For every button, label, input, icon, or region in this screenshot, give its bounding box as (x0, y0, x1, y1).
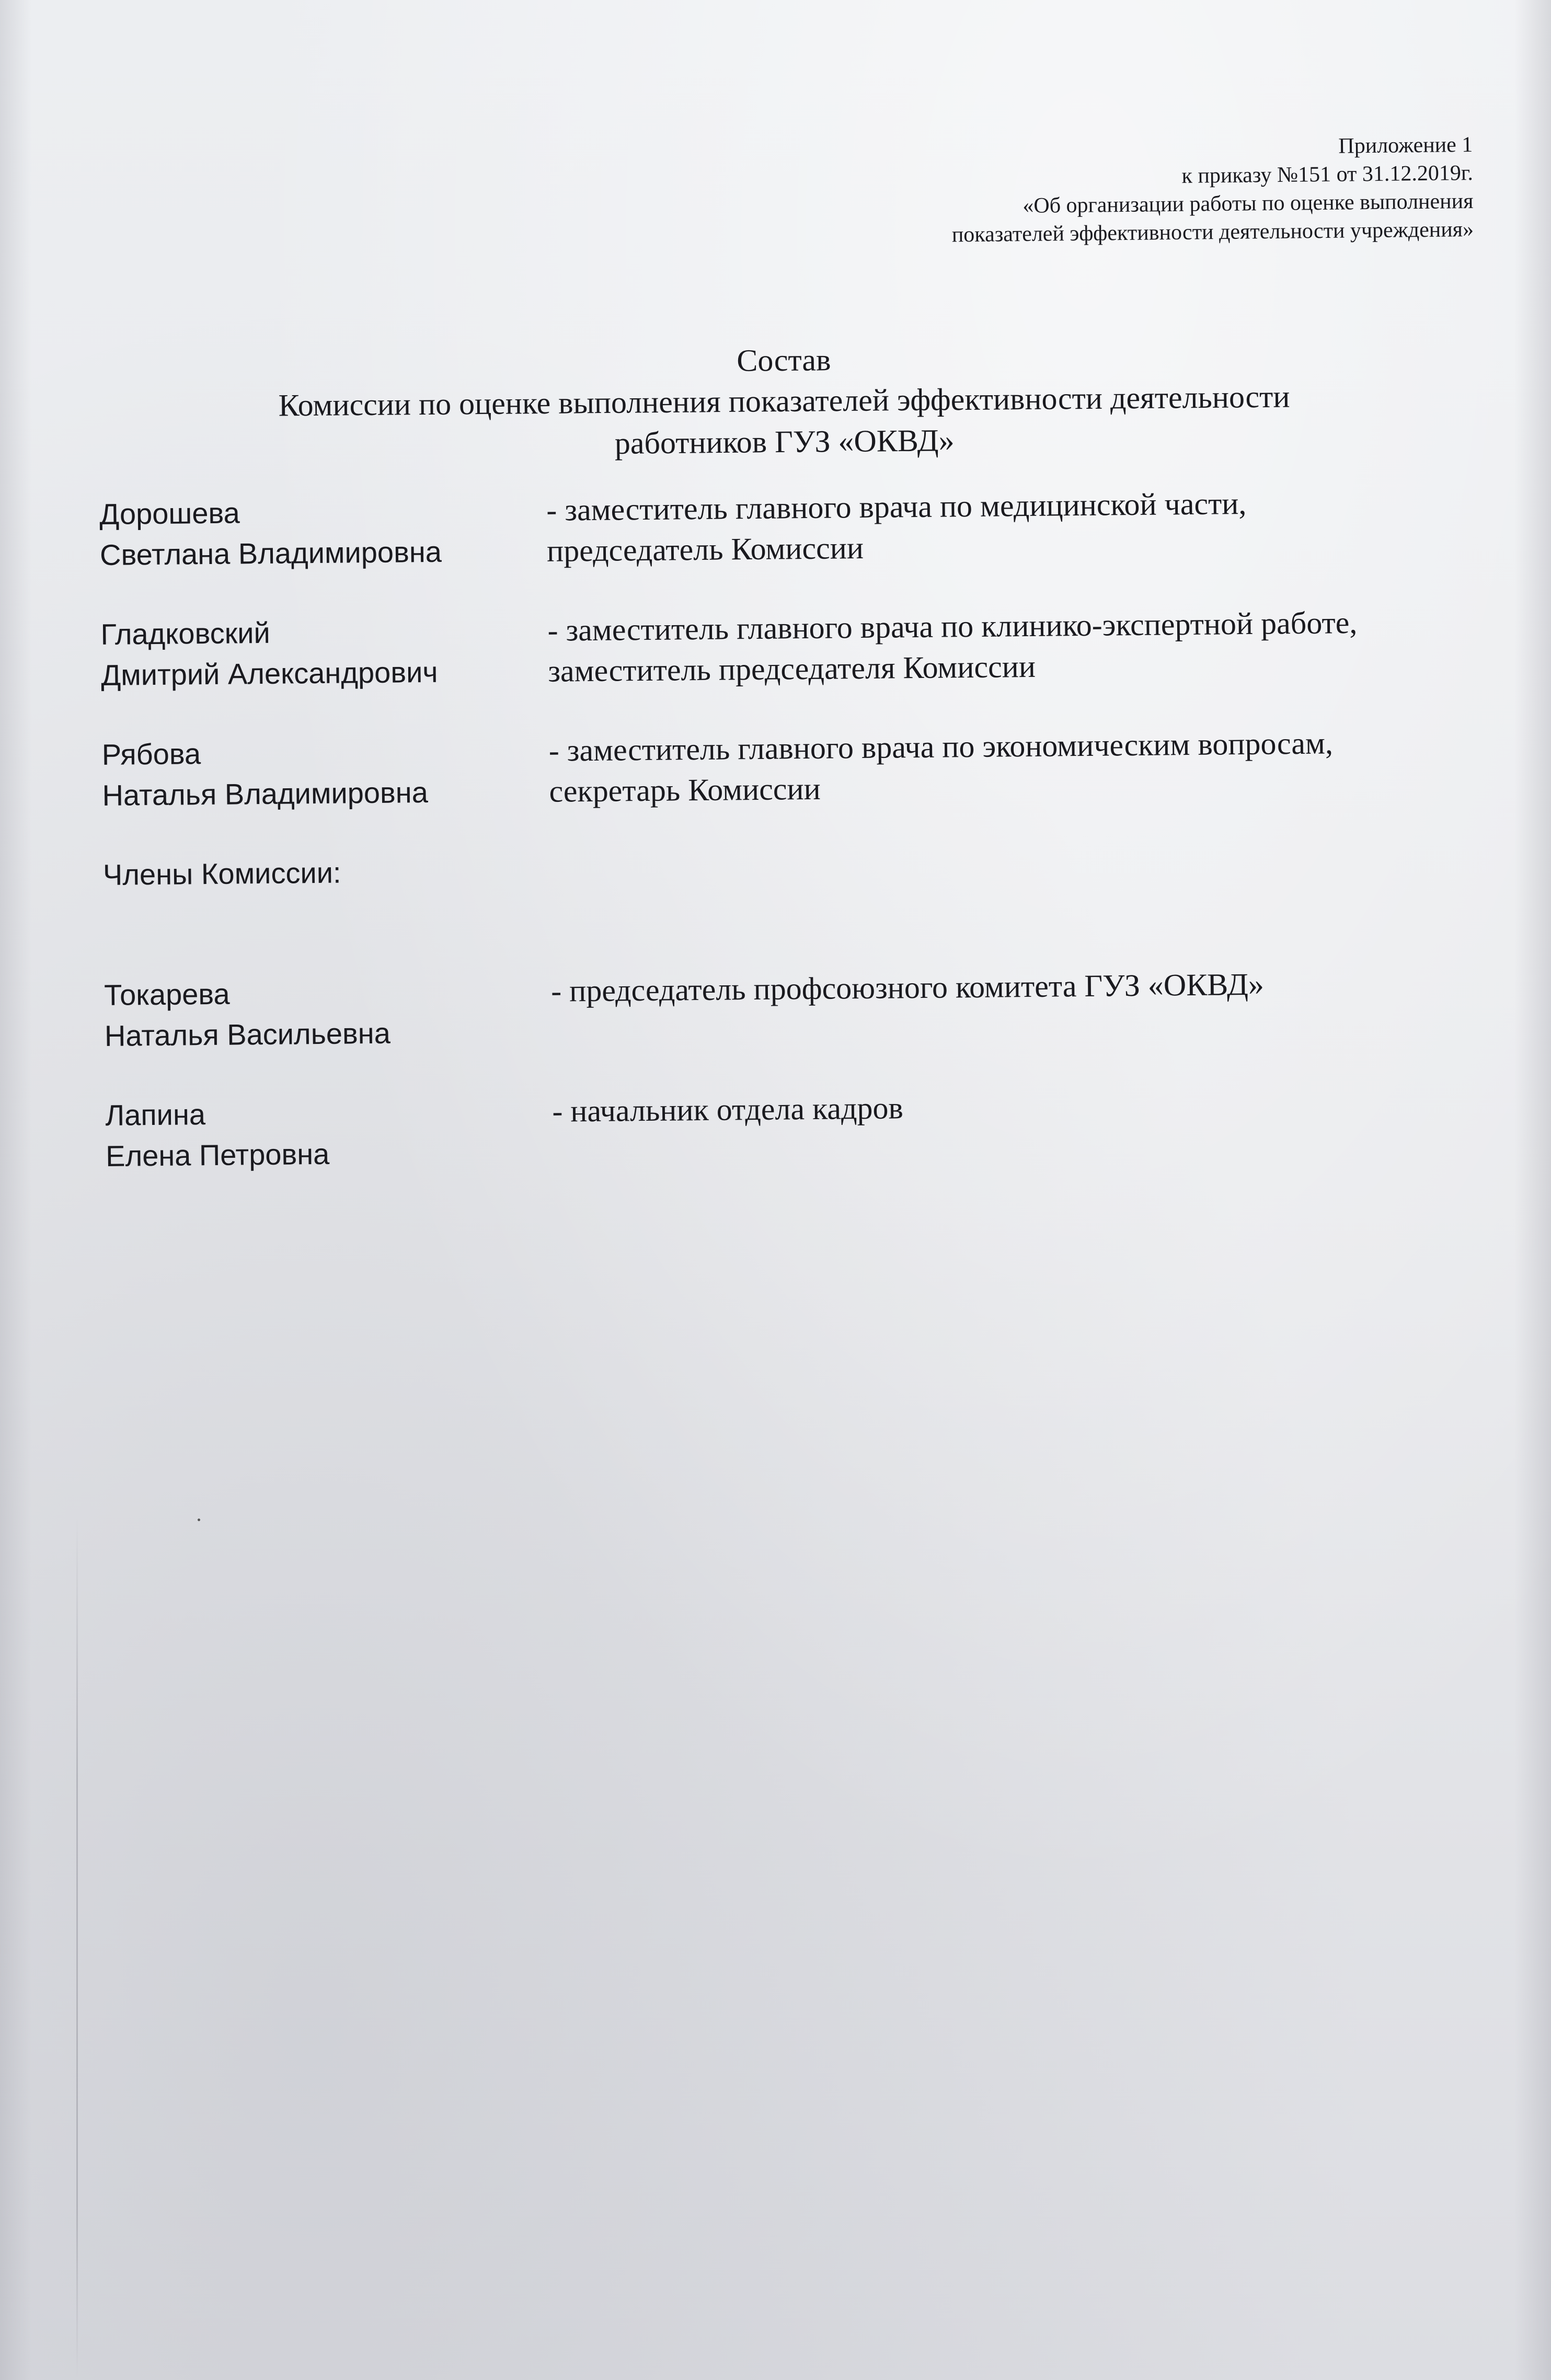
member-role (548, 721, 1472, 812)
member-given-names: Дмитрий Александрович (101, 655, 438, 692)
member-role-line2: секретарь Комиссии (549, 771, 821, 809)
member-given-names: Елена Петровна (105, 1137, 330, 1172)
member-entry-secretary (101, 721, 1472, 816)
member-name (100, 610, 548, 696)
member-role-line1: - заместитель главного врача по клинико-экспертной работе, (547, 605, 1358, 648)
annex-order-title-line1: «Об организации работы по оценке выполнения (1022, 189, 1474, 219)
member-surname: Дорошева (99, 496, 240, 531)
member-role-line1: - начальник отдела кадров (552, 1090, 904, 1129)
title-line-3: работников ГУЗ «ОКВД» (614, 423, 955, 461)
member-role-line2: заместитель председателя Комиссии (547, 649, 1036, 688)
member-role (552, 1082, 1475, 1172)
paper-speck (198, 1519, 200, 1521)
member-role-line2: председатель Комиссии (546, 530, 864, 568)
member-name (101, 730, 549, 816)
member-entry-chair (99, 481, 1469, 576)
title-line-2: Комиссии по оценке выполнения показателей эффективности деятельности (278, 379, 1290, 423)
member-role (547, 601, 1470, 692)
page-edge-shadow-left (0, 0, 31, 2380)
document-title (156, 335, 1412, 468)
annex-number: Приложение 1 (1338, 132, 1473, 158)
member-surname: Рябова (101, 737, 201, 771)
annex-order-title-line2: показателей эффективности деятельности учреждения» (951, 217, 1474, 247)
commission-composition (99, 481, 1476, 1215)
member-given-names: Наталья Владимировна (102, 775, 429, 812)
member-role-line1: - заместитель главного врача по медицинской части, (546, 486, 1247, 527)
member-surname: Лапина (105, 1098, 206, 1132)
member-entry (105, 1082, 1475, 1177)
member-name (105, 1091, 553, 1177)
paper-fold-line (76, 1516, 78, 2378)
member-given-names: Светлана Владимировна (99, 535, 442, 571)
member-entry (104, 962, 1474, 1056)
member-name (104, 971, 552, 1056)
members-heading: Члены Комиссии: (102, 856, 341, 891)
annex-order-ref: к приказу №151 от 31.12.2019г. (1181, 160, 1474, 188)
member-role-line1: - председатель профсоюзного комитета ГУЗ «ОКВД» (550, 967, 1265, 1008)
member-surname: Токарева (104, 977, 230, 1011)
annex-header (688, 131, 1474, 252)
member-role (546, 481, 1469, 571)
member-given-names: Наталья Васильевна (104, 1016, 391, 1052)
title-line-1: Состав (737, 342, 831, 378)
member-surname: Гладковский (100, 616, 271, 651)
page-edge-shadow-right (1514, 0, 1551, 2380)
member-role (551, 962, 1474, 1052)
member-entry-deputy-chair (100, 601, 1470, 696)
member-name (99, 490, 547, 576)
member-role-line1: - заместитель главного врача по экономическим вопросам, (548, 726, 1334, 768)
